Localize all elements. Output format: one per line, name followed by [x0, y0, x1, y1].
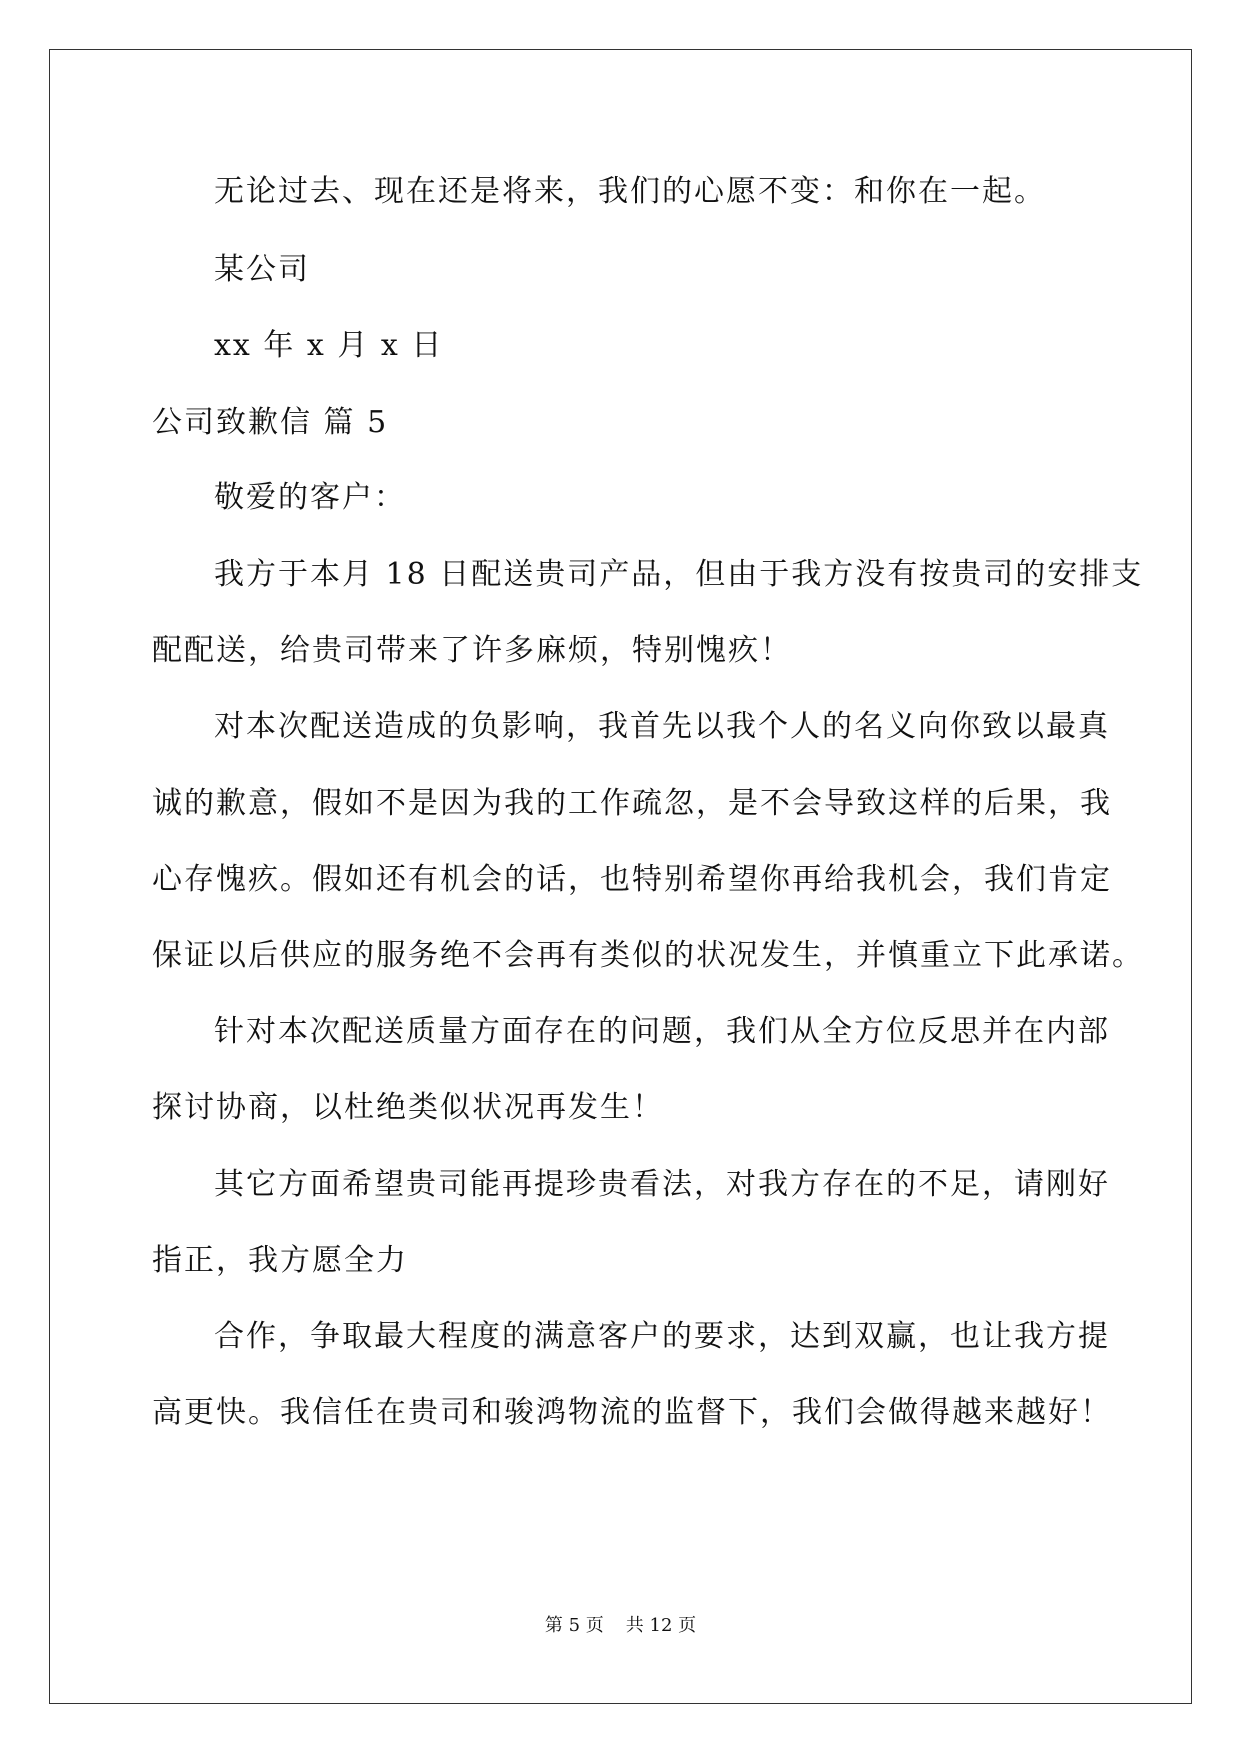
paragraph-line: 对本次配送造成的负影响，我首先以我个人的名义向你致以最真 [214, 709, 1110, 744]
page-number: 第 5 页 [544, 1615, 604, 1636]
page-footer [0, 1614, 1241, 1638]
page-total: 共 12 页 [625, 1615, 697, 1636]
paragraph-line: 配配送，给贵司带来了许多麻烦，特别愧疚！ [152, 633, 792, 668]
signature-date: xx 年 x 月 x 日 [214, 328, 444, 363]
paragraph-line: 针对本次配送质量方面存在的问题，我们从全方位反思并在内部 [214, 1014, 1110, 1049]
signature-company: 某公司 [214, 252, 310, 287]
paragraph-line: 诚的歉意，假如不是因为我的工作疏忽，是不会导致这样的后果，我 [152, 786, 1112, 821]
paragraph-line: 探讨协商，以杜绝类似状况再发生！ [152, 1090, 664, 1125]
paragraph-line: 我方于本月 18 日配送贵司产品，但由于我方没有按贵司的安排支 [214, 557, 1144, 592]
section-heading: 公司致歉信 篇 5 [152, 405, 389, 440]
paragraph-line: 其它方面希望贵司能再提珍贵看法，对我方存在的不足，请刚好 [214, 1167, 1110, 1202]
salutation: 敬爱的客户： [214, 480, 406, 515]
paragraph-line: 合作，争取最大程度的满意客户的要求，达到双赢，也让我方提 [214, 1319, 1110, 1354]
paragraph-line: 无论过去、现在还是将来，我们的心愿不变：和你在一起。 [214, 174, 1046, 209]
paragraph-line: 保证以后供应的服务绝不会再有类似的状况发生，并慎重立下此承诺。 [152, 938, 1144, 973]
paragraph-line: 高更快。我信任在贵司和骏鸿物流的监督下，我们会做得越来越好！ [152, 1395, 1112, 1430]
paragraph-line: 指正，我方愿全力 [152, 1243, 408, 1278]
paragraph-line: 心存愧疚。假如还有机会的话，也特别希望你再给我机会，我们肯定 [152, 862, 1112, 897]
